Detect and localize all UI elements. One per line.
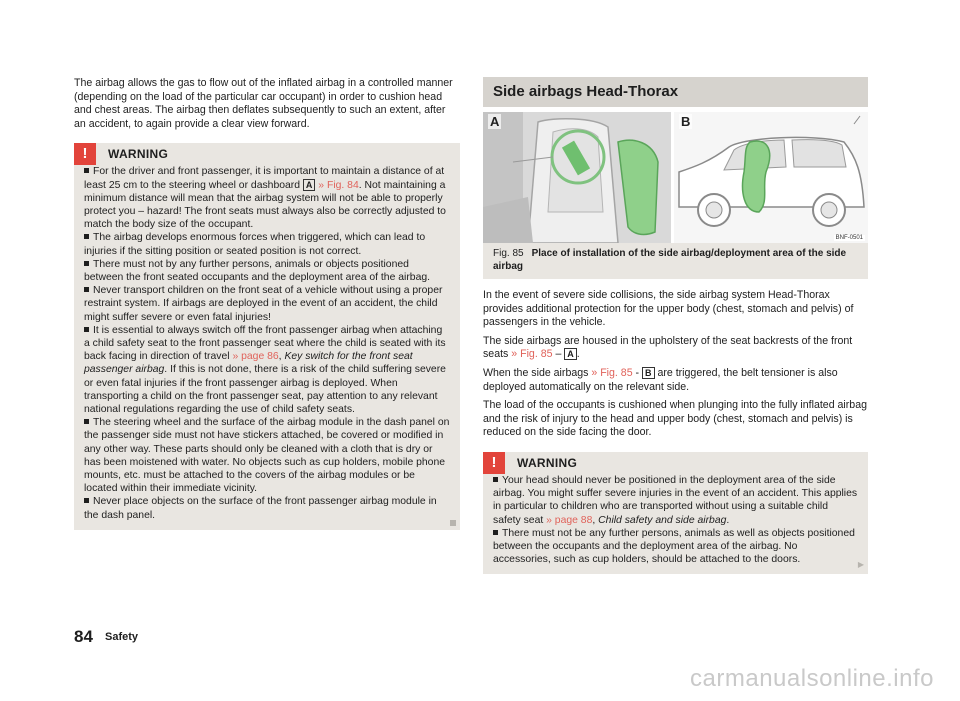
continue-arrow-icon: ▶ <box>857 560 864 570</box>
paragraph <box>483 367 868 394</box>
section-end-marker-icon <box>450 520 456 526</box>
car-side-illustration <box>674 112 868 243</box>
figure-reference-link[interactable]: » Fig. 85 <box>591 366 633 379</box>
figure-label-box: A <box>303 179 316 191</box>
seat-illustration <box>483 112 671 243</box>
separator-text: , <box>278 351 285 363</box>
warning-title: WARNING <box>517 455 578 470</box>
warning-item <box>84 416 450 495</box>
bullet-square-icon <box>84 261 89 266</box>
reference-title: Key switch for the front seat passenger airbag <box>84 351 413 376</box>
warning-item-text: . <box>726 514 730 526</box>
warning-item-text: There must not be any further persons, animals as well as objects positioned between the occupants and the deployment area of the airbag. No accessories, such as cup holders, should be attached to the doors. <box>493 527 855 566</box>
watermark: carmanualsonline.info <box>690 665 934 692</box>
paragraph <box>483 335 868 362</box>
page-number: 84 <box>74 627 93 646</box>
warning-box-right <box>483 452 868 574</box>
right-column <box>483 77 868 574</box>
separator-text: - <box>632 366 643 379</box>
warning-item-text: Never place objects on the surface of the front passenger airbag module in the dash panel. <box>84 496 437 521</box>
paragraph-text: are triggered, the belt tensioner is also deployed automatically on the relevant side. <box>483 366 838 393</box>
left-column <box>74 77 460 530</box>
right-body-text <box>483 289 868 440</box>
reference-title: Child safety and side airbag <box>598 514 727 526</box>
page-reference-link[interactable]: » page 88 <box>546 514 593 526</box>
separator-text: – <box>552 348 565 361</box>
panel-label-a: A <box>490 114 500 129</box>
warning-item-text: . If this is not done, there is a risk of the child suffering severe or even fatal injuries if the front passenger airbag is deployed. When transporting a child on the front passenger seat, pay attention to any relevant national regulations regarding the use of child safety seats. <box>84 364 446 416</box>
figure-label-box: A <box>564 348 577 360</box>
warning-item <box>84 231 450 257</box>
warning-item-text: Never transport children on the front seat of a vehicle without using a proper restraint system. If airbags are deployed in the event of an accident, the child might suffer severe or even fatal injuries! <box>84 285 443 323</box>
page-footer <box>74 627 139 647</box>
warning-header <box>84 143 450 165</box>
warning-icon: ! <box>74 143 96 165</box>
warning-item <box>84 495 450 521</box>
warning-item-text: It is essential to always switch off the front passenger airbag when attaching a child safety seat to the front passenger seat where the child is seated with its back facing in direction of travel <box>84 324 446 363</box>
bullet-square-icon <box>84 287 89 292</box>
paragraph: In the event of severe side collisions, the side airbag system Head-Thorax provides additional protection for the upper body (chest, stomach and pelvis) of passengers in the vehicle. <box>483 289 854 329</box>
warning-item <box>493 474 858 527</box>
warning-item-text: Your head should never be positioned in the deployment area of the side airbag. You might suffer severe injuries in the event of an accident. This applies in particular to children who are transported without using a suitable child safety seat <box>493 474 858 526</box>
figure-caption <box>483 243 868 279</box>
separator-text: , <box>592 514 599 526</box>
bullet-square-icon <box>84 327 89 332</box>
bullet-square-icon <box>493 477 498 482</box>
warning-item-text: For the driver and front passenger, it is important to maintain a distance of at least 25 cm to the steering wheel or dashboard <box>84 166 445 191</box>
section-title: Side airbags Head-Thorax <box>483 77 868 107</box>
figure-85 <box>483 112 868 243</box>
warning-item-text: The steering wheel and the surface of the airbag module in the dash panel on the passenger side must not have stickers attached, be covered or modified in any other way. These parts should only be cleaned with a cloth that is dry or has been moistened with water. No objects such as cup holders, mobile phone mounts, etc. must be attached to the covers of the airbag modules or be located within their immediate vicinity. <box>84 417 450 495</box>
warning-icon: ! <box>483 452 505 474</box>
figure-reference-link[interactable]: » Fig. 85 <box>511 348 553 361</box>
warning-body <box>493 474 858 566</box>
warning-item-text: The airbag develops enormous forces when triggered, which can lead to injuries if the sitting position or seated position is not correct. <box>84 232 426 257</box>
footer-section-name: Safety <box>105 631 139 643</box>
figure-panel-a <box>483 112 671 243</box>
paragraph-text: . <box>576 348 580 361</box>
bullet-square-icon <box>84 234 89 239</box>
warning-item <box>84 284 450 324</box>
warning-title: WARNING <box>108 147 169 162</box>
warning-item <box>84 258 450 284</box>
bullet-square-icon <box>493 530 498 535</box>
bullet-square-icon <box>84 498 89 503</box>
figure-label-box: B <box>642 367 655 379</box>
figure-reference-link[interactable]: » Fig. 84 <box>315 179 359 191</box>
bullet-square-icon <box>84 168 89 173</box>
warning-item-text: . Not maintaining a minimum distance will mean that the airbag system will not be able to properly protect you – hazard! The front seats must always also be correctly adjusted to match the body size of the occupant. <box>84 179 446 231</box>
intro-paragraph: The airbag allows the gas to flow out of the inflated airbag in a controlled manner (depending on the load of the particular car occupant) in order to cushion head and chest areas. The airbag then deflates subsequently to such an extent, after an accident, to again provide a clear view forward. <box>74 77 453 130</box>
panel-label-b: B <box>681 114 691 129</box>
figure-caption-title: Place of installation of the side airbag/deployment area of the side airbag <box>493 248 847 272</box>
figure-code: BNF-0501 <box>835 235 863 241</box>
warning-item <box>84 324 450 416</box>
figure-panel-b <box>674 112 868 243</box>
warning-box-left <box>74 143 460 529</box>
warning-item <box>493 527 858 567</box>
paragraph-text: The side airbags are housed in the upholstery of the seat backrests of the front seats <box>483 334 853 361</box>
warning-body <box>84 165 450 521</box>
figure-caption-label: Fig. 85 <box>493 248 524 259</box>
warning-header <box>493 452 858 474</box>
page-reference-link[interactable]: » page 86 <box>232 351 279 363</box>
bullet-square-icon <box>84 419 89 424</box>
paragraph-text: When the side airbags <box>483 366 592 379</box>
warning-item <box>84 165 450 231</box>
paragraph: The load of the occupants is cushioned when plunging into the fully inflated airbag and the risk of injury to the head and upper body (chest, stomach and pelvis) is reduced on the side facing the door. <box>483 399 867 439</box>
warning-item-text: There must not by any further persons, animals or objects positioned between the front seated occupants and the deployment area of the airbag. <box>84 258 431 283</box>
